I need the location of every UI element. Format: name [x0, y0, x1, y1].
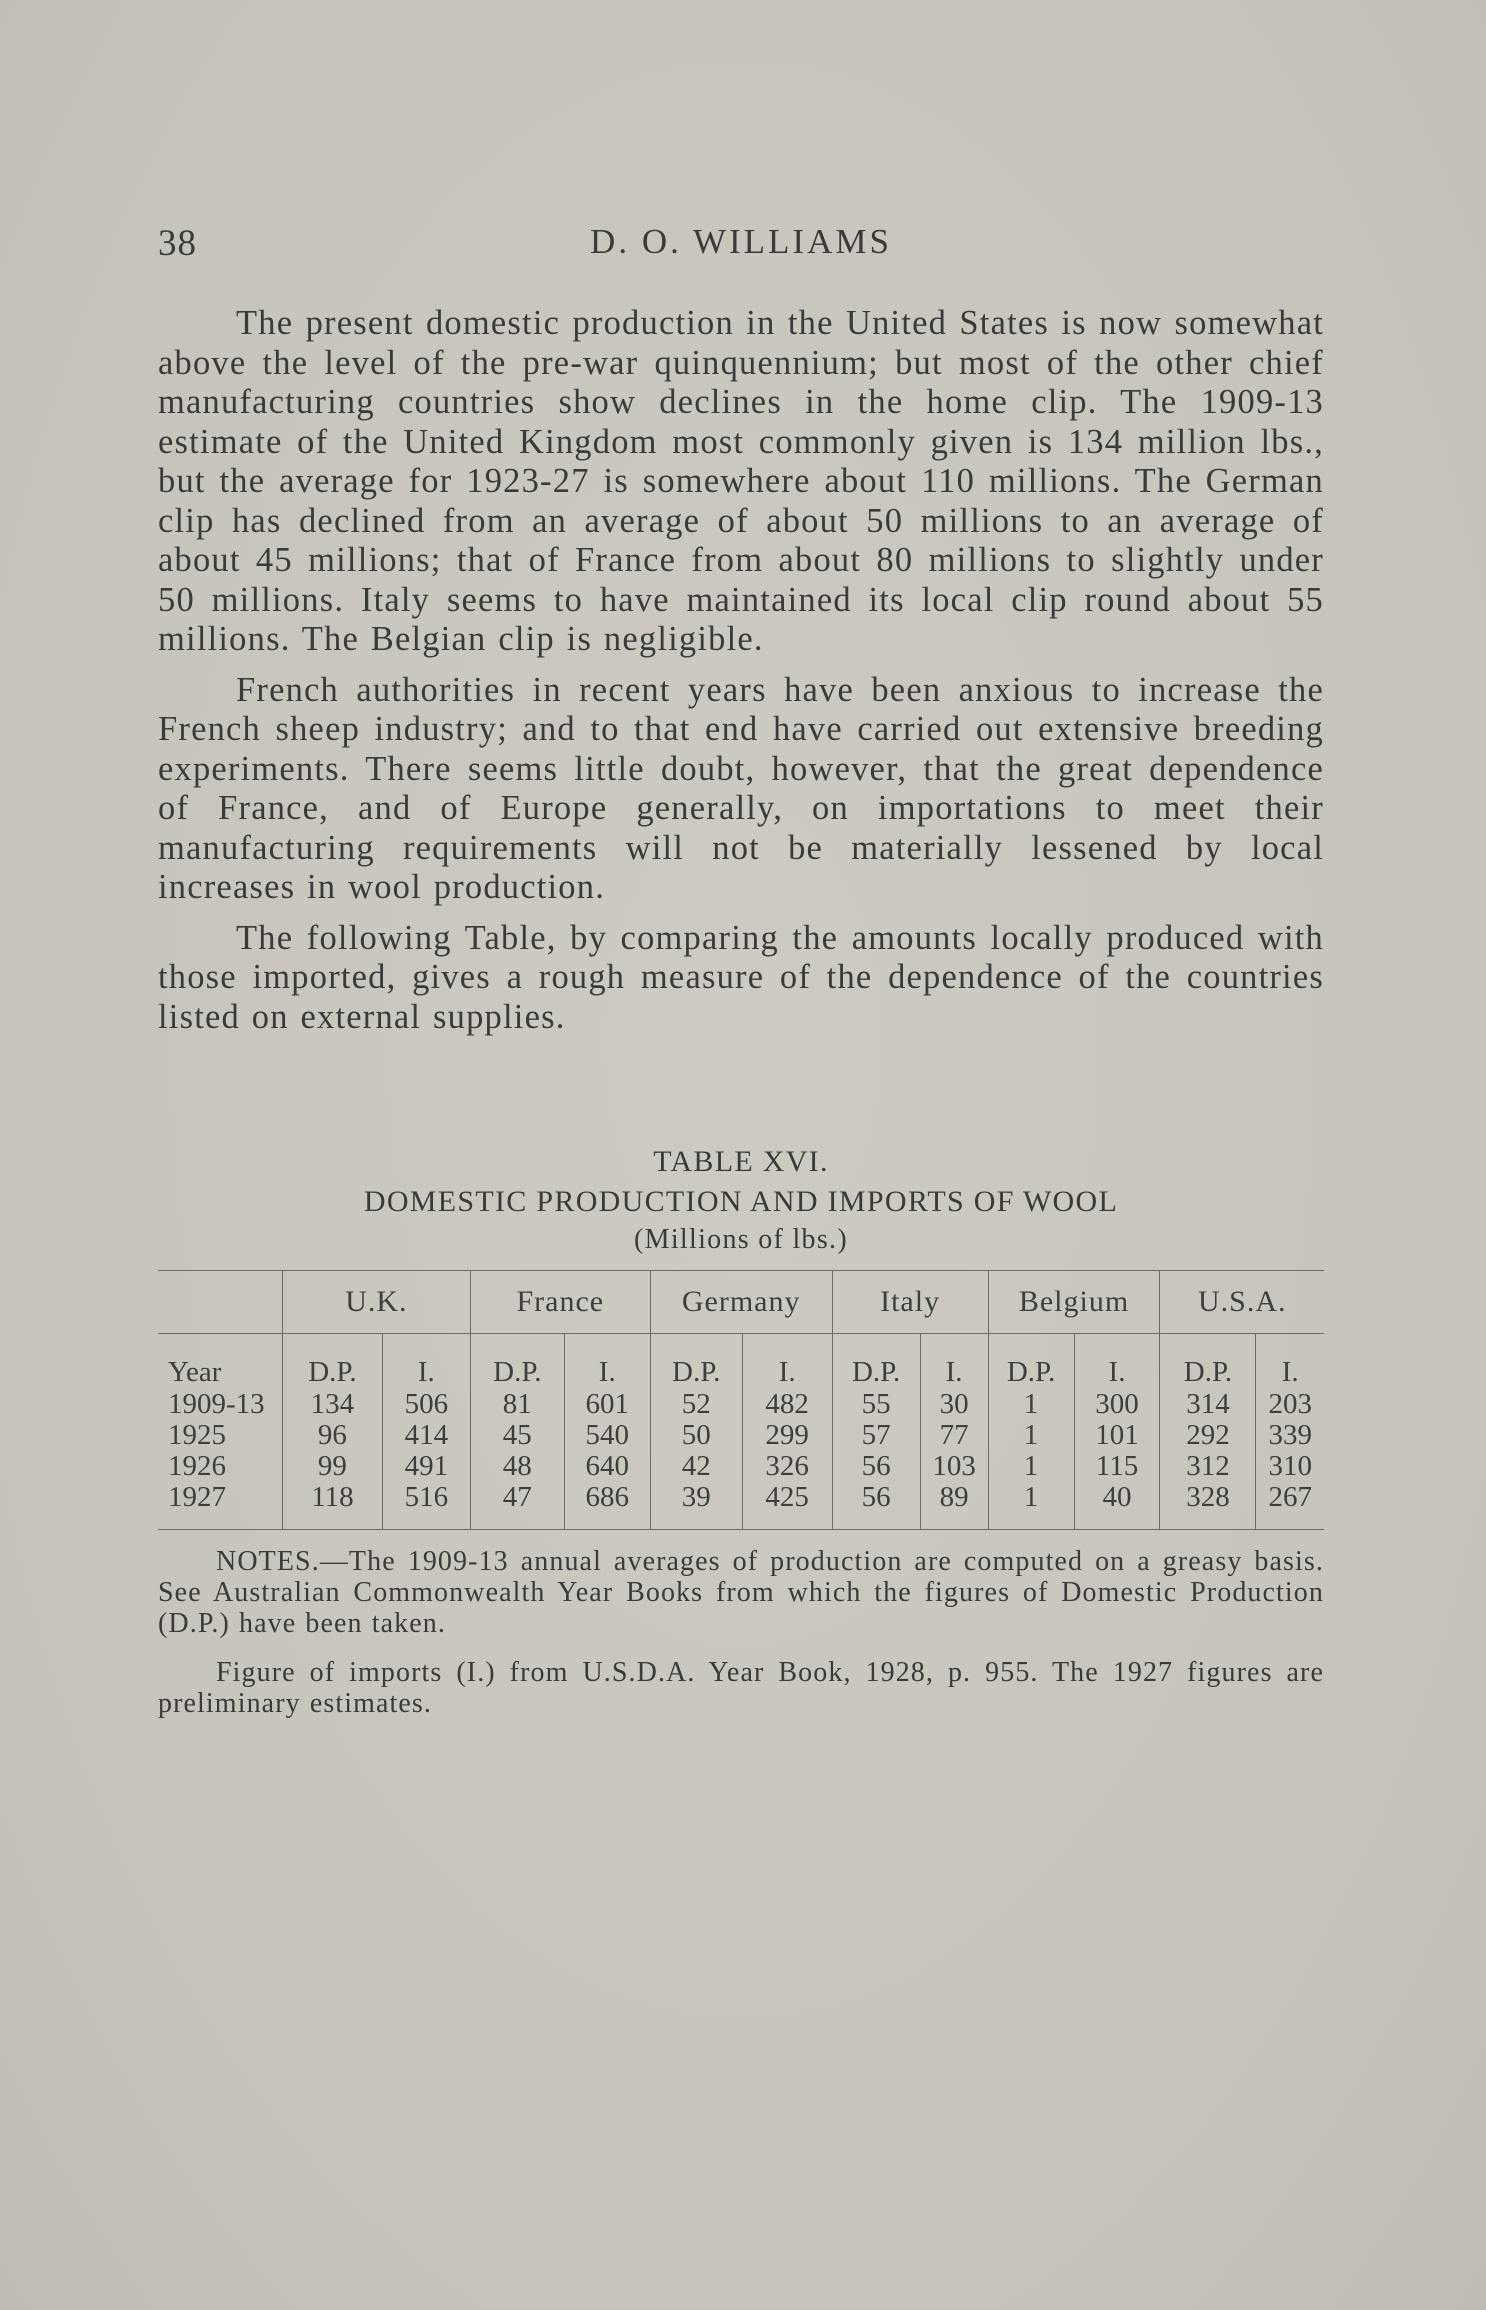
imports-column-header: I.	[1074, 1334, 1160, 1390]
note: Figure of imports (I.) from U.S.D.A. Year Book, 1928, p. 955. The 1927 figures are preliminary estimates.	[158, 1657, 1324, 1719]
table-cell: 299	[742, 1420, 832, 1451]
table-cell: 491	[382, 1451, 470, 1482]
table-cell: 40	[1074, 1482, 1160, 1530]
imports-column-header: I.	[382, 1334, 470, 1390]
note: NOTES.—The 1909-13 annual averages of production are computed on a greasy basis. See Australian Commonwealth Year Books from which the figures of Domestic Production (D.P.) have been taken.	[158, 1546, 1324, 1639]
dp-column-header: D.P.	[988, 1334, 1074, 1390]
year-column-header: Year	[168, 1356, 222, 1388]
table-cell: 50	[650, 1420, 742, 1451]
table-number: TABLE XVI.	[653, 1145, 829, 1178]
table-row	[158, 1482, 1324, 1530]
page-number: 38	[158, 223, 197, 264]
table-cell: 115	[1074, 1451, 1160, 1482]
paragraph: The present domestic production in the United States is now somewhat above the level of the pre-war quinquennium; but most of the other chief manufacturing countries show declines in the home clip. The 1909-13 estimate of the United Kingdom most commonly given is 134 million lbs., but the average for 1923-27 is somewhere about 110 millions. The German clip has declined from an average of about 50 millions to an average of about 45 millions; that of France from about 80 millions to slightly under 50 millions. Italy seems to have maintained its local clip round about 55 millions. The Belgian clip is negligible.	[158, 304, 1324, 658]
paragraph: French authorities in recent years have been anxious to increase the French sheep industry; and to that end have carried out extensive breeding experiments. There seems little doubt, however, that the great dependence of France, and of Europe generally, on importations to meet their manufacturing requirements will not be materially lessened by local increases in wool production.	[158, 670, 1324, 906]
dp-column-header: D.P.	[470, 1334, 564, 1390]
table-title: DOMESTIC PRODUCTION AND IMPORTS OF WOOL	[363, 1185, 1119, 1218]
table-cell: 48	[470, 1451, 564, 1482]
table-cell: 292	[1160, 1420, 1256, 1451]
year-cell: 1927	[158, 1482, 282, 1530]
header-corner	[158, 1271, 282, 1334]
country-header: Belgium	[988, 1271, 1160, 1334]
wool-table	[158, 1270, 1324, 1530]
body-text	[158, 304, 1324, 1048]
country-header-row	[158, 1271, 1324, 1334]
table-cell: 516	[382, 1482, 470, 1530]
table-cell: 312	[1160, 1451, 1256, 1482]
table-cell: 39	[650, 1482, 742, 1530]
country-header: France	[470, 1271, 650, 1334]
table-cell: 1	[988, 1482, 1074, 1530]
table-notes	[158, 1546, 1324, 1737]
table-cell: 326	[742, 1451, 832, 1482]
table-cell: 686	[564, 1482, 650, 1530]
imports-column-header: I.	[920, 1334, 988, 1390]
table-cell: 425	[742, 1482, 832, 1530]
table-cell: 414	[382, 1420, 470, 1451]
table-cell: 99	[282, 1451, 382, 1482]
imports-column-header: I.	[1256, 1334, 1324, 1390]
table-cell: 52	[650, 1389, 742, 1420]
table-unit: (Millions of lbs.)	[634, 1224, 848, 1255]
table-cell: 56	[832, 1451, 920, 1482]
table-row	[158, 1420, 1324, 1451]
country-header: U.S.A.	[1160, 1271, 1324, 1334]
country-header: Germany	[650, 1271, 832, 1334]
table-cell: 57	[832, 1420, 920, 1451]
running-head: D. O. WILLIAMS	[590, 222, 892, 261]
table-cell: 77	[920, 1420, 988, 1451]
table-cell: 601	[564, 1389, 650, 1420]
year-cell: 1925	[168, 1419, 226, 1451]
column-subheader-row	[158, 1334, 1324, 1390]
dp-column-header: D.P.	[1160, 1334, 1256, 1390]
table-cell: 118	[282, 1482, 382, 1530]
table-cell: 30	[920, 1389, 988, 1420]
paragraph: The following Table, by comparing the amounts locally produced with those imported, gives a rough measure of the dependence of the countries listed on external supplies.	[158, 918, 1324, 1036]
dp-column-header: D.P.	[650, 1334, 742, 1390]
imports-column-header: I.	[742, 1334, 832, 1390]
table-cell: 640	[564, 1451, 650, 1482]
table-cell: 101	[1074, 1420, 1160, 1451]
year-cell: 1926	[168, 1450, 226, 1482]
table-cell: 267	[1256, 1482, 1324, 1530]
country-header: Italy	[832, 1271, 988, 1334]
table-cell: 540	[564, 1420, 650, 1451]
table-cell: 506	[382, 1389, 470, 1420]
table-cell: 310	[1256, 1451, 1324, 1482]
table-cell: 339	[1256, 1420, 1324, 1451]
table-row	[158, 1389, 1324, 1420]
table-cell: 328	[1160, 1482, 1256, 1530]
table-cell: 103	[920, 1451, 988, 1482]
table-cell: 300	[1074, 1389, 1160, 1420]
table-cell: 96	[282, 1420, 382, 1451]
table-cell: 1	[988, 1420, 1074, 1451]
table-cell: 89	[920, 1482, 988, 1530]
table-cell: 203	[1256, 1389, 1324, 1420]
table-cell: 45	[470, 1420, 564, 1451]
table-cell: 42	[650, 1451, 742, 1482]
table-cell: 1	[988, 1451, 1074, 1482]
year-cell: 1909-13	[168, 1388, 265, 1420]
country-header: U.K.	[282, 1271, 470, 1334]
page-header	[158, 222, 1324, 272]
table-cell: 55	[832, 1389, 920, 1420]
table-caption	[158, 1142, 1324, 1258]
table-cell: 134	[282, 1389, 382, 1420]
dp-column-header: D.P.	[832, 1334, 920, 1390]
table-cell: 56	[832, 1482, 920, 1530]
table-cell: 47	[470, 1482, 564, 1530]
table-row	[158, 1451, 1324, 1482]
table-cell: 1	[988, 1389, 1074, 1420]
imports-column-header: I.	[564, 1334, 650, 1390]
dp-column-header: D.P.	[282, 1334, 382, 1390]
table-cell: 314	[1160, 1389, 1256, 1420]
table-cell: 81	[470, 1389, 564, 1420]
table-cell: 482	[742, 1389, 832, 1420]
